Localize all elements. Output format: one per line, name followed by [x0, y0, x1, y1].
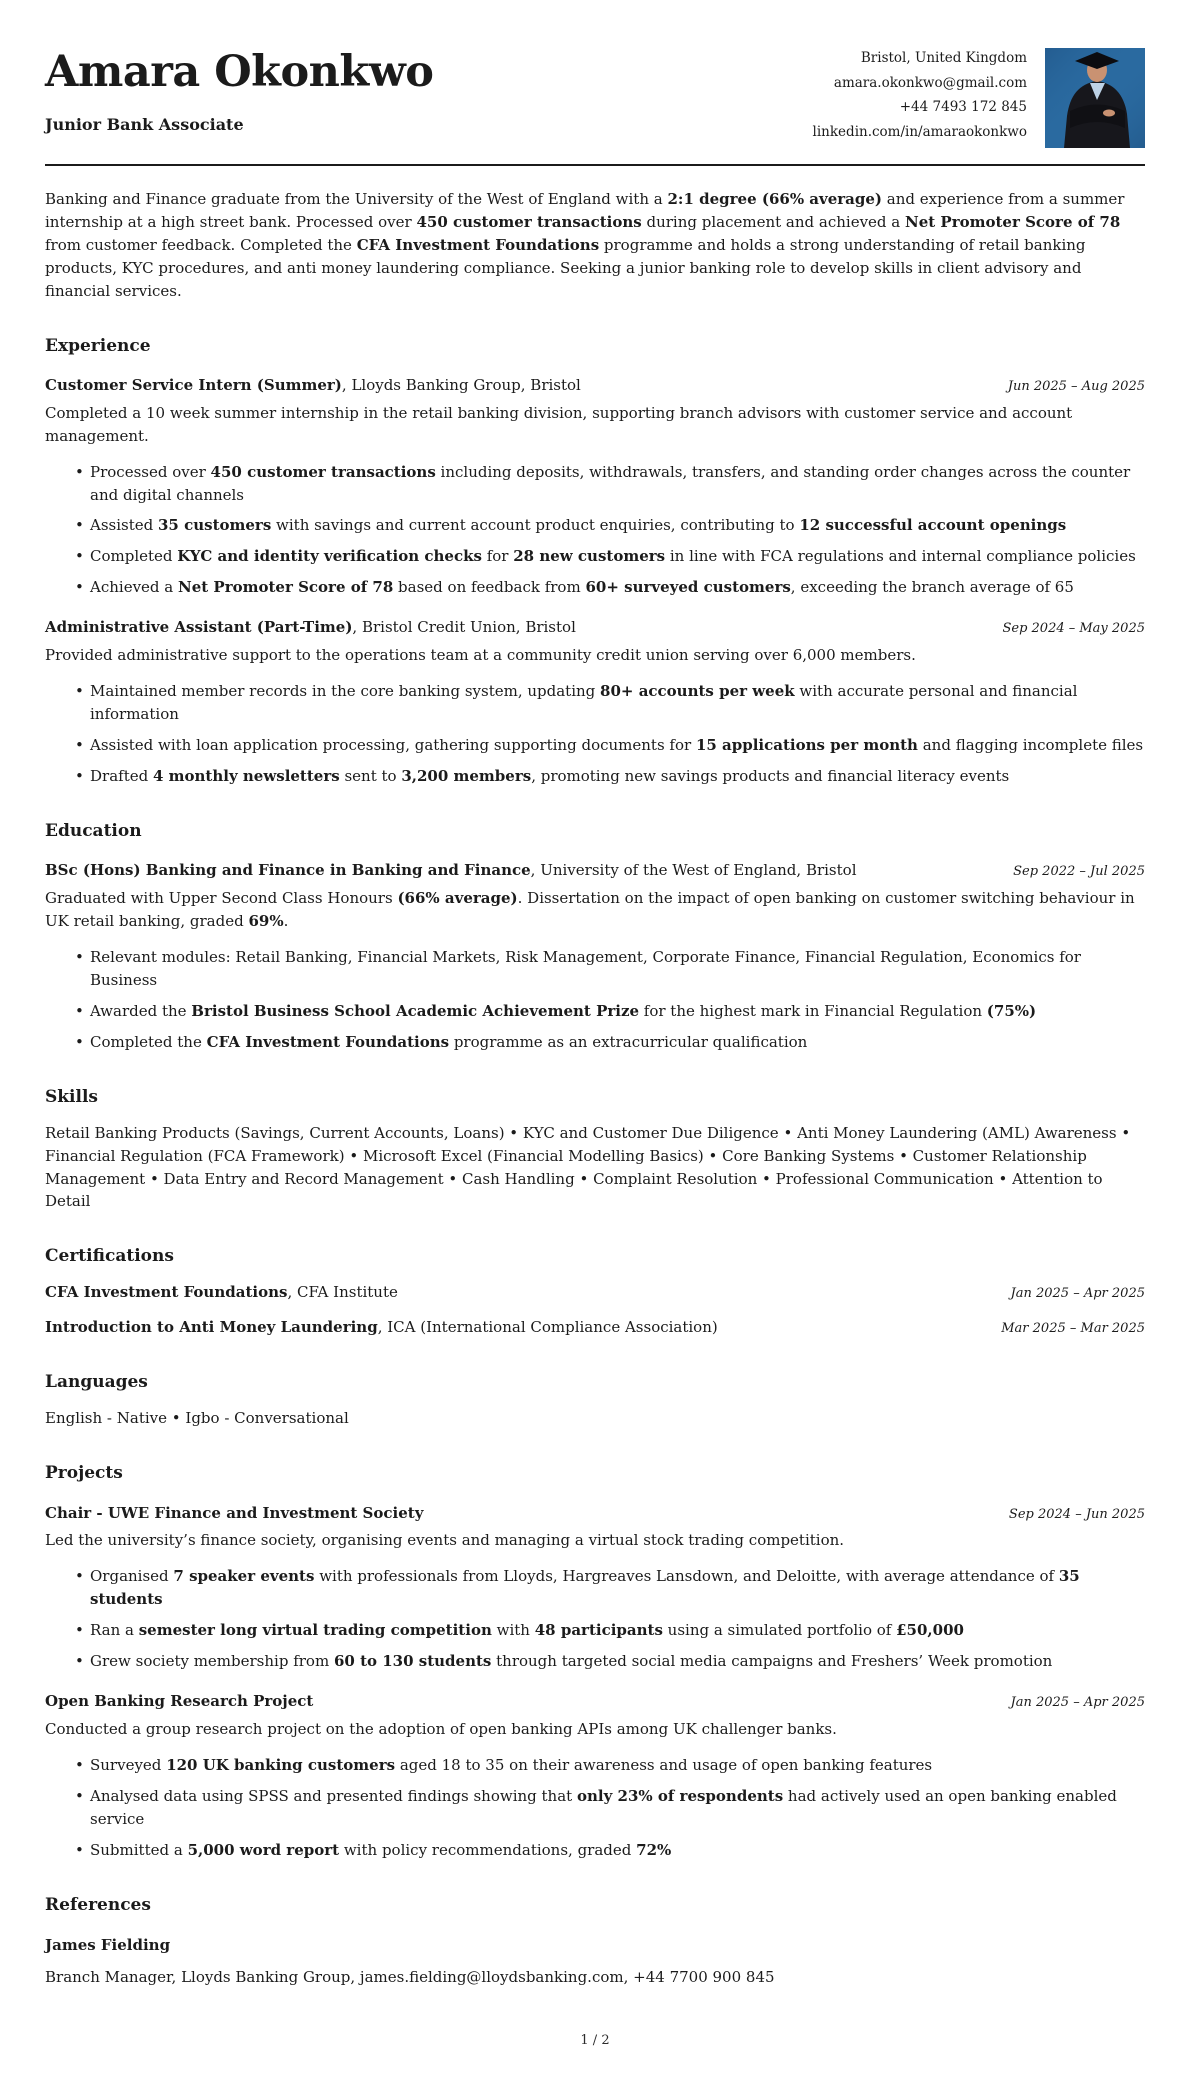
identity-block	[45, 40, 813, 138]
entry-title-line	[45, 859, 989, 882]
certification-entry	[45, 1316, 1145, 1339]
section-heading-projects: Projects	[45, 1463, 123, 1484]
section-references	[45, 1894, 1145, 1989]
entry-title-line	[45, 1690, 987, 1713]
bullet-item: • Ran a semester long virtual trading competition with 48 participants using a simulated portfolio of £50,000	[75, 1619, 1145, 1642]
entry-header	[45, 1690, 1145, 1713]
bullet-item: • Completed the CFA Investment Foundations programme as an extracurricular qualification	[75, 1031, 1145, 1054]
entry-title: Administrative Assistant (Part-Time)	[45, 618, 353, 637]
entry-dates: Jun 2025 – Aug 2025	[1007, 378, 1145, 394]
entry-description: Graduated with Upper Second Class Honours (66% average). Dissertation on the impact of open banking on customer switching behaviour in UK retail banking, graded 69%.	[45, 888, 1135, 930]
bullet-item: • Submitted a 5,000 word report with policy recommendations, graded 72%	[75, 1839, 1145, 1862]
section-experience	[45, 335, 1145, 788]
entry-title-line	[45, 1316, 977, 1339]
entry-title-line	[45, 374, 984, 397]
certification-issuer: , ICA (International Compliance Association)	[377, 1318, 718, 1337]
entry-dates: Jan 2025 – Apr 2025	[1010, 1285, 1145, 1301]
entry-title-line	[45, 1502, 985, 1525]
entry-title-line	[45, 1281, 987, 1304]
section-heading-languages: Languages	[45, 1372, 148, 1393]
graduate-avatar-illustration	[1045, 48, 1145, 148]
entry-dates: Sep 2024 – May 2025	[1002, 621, 1145, 637]
bullet-item: • Organised 7 speaker events with professionals from Lloyds, Hargreaves Lansdown, and Deloitte, with average attendance of 35 students	[75, 1565, 1145, 1611]
skills-list: Retail Banking Products (Savings, Current Accounts, Loans) • KYC and Customer Due Diligence • Anti Money Laundering (AML) Awareness • Financial Regulation (FCA Framework) • Microsoft Excel (Financial Modelling Basics) • Core Banking Systems • Customer Relationship Management • Data Entry and Record Management • Cash Handling • Complaint Resolution • Professional Communication • Attention to Detail	[45, 1123, 1131, 1211]
section-heading-references: References	[45, 1894, 151, 1915]
bullet-item: • Relevant modules: Retail Banking, Financial Markets, Risk Management, Corporate Finance, Financial Regulation, Economics for Business	[75, 946, 1145, 992]
contact-line: +44 7493 172 845	[899, 99, 1027, 116]
bullet-item: • Analysed data using SPSS and presented findings showing that only 23% of respondents had actively used an open banking enabled service	[75, 1785, 1145, 1831]
bullet-item: • Assisted with loan application processing, gathering supporting documents for 15 applications per month and flagging incomplete files	[75, 734, 1145, 757]
reference-details: Branch Manager, Lloyds Banking Group, james.fielding@lloydsbanking.com, +44 7700 900 845	[45, 1967, 775, 1986]
entry-dates: Sep 2024 – Jun 2025	[1008, 1506, 1145, 1522]
section-education	[45, 820, 1145, 1054]
bullet-item: • Maintained member records in the core banking system, updating 80+ accounts per week with accurate personal and financial information	[75, 680, 1145, 726]
entry-description: Conducted a group research project on the adoption of open banking APIs among UK challenger banks.	[45, 1720, 837, 1739]
project-entry	[45, 1690, 1145, 1862]
summary-paragraph: Banking and Finance graduate from the University of the West of England with a 2:1 degree (66% average) and experience from a summer internship at a high street bank. Processed over 450 customer transactions during placement and achieved a Net Promoter Score of 78 from customer feedback. Completed the CFA Investment Foundations programme and holds a strong understanding of retail banking products, KYC procedures, and anti money laundering compliance. Seeking a junior banking role to develop skills in client advisory and financial services.	[45, 190, 1125, 300]
page-number: 1 / 2	[580, 2032, 610, 2048]
section-heading-education: Education	[45, 820, 142, 841]
entry-organisation: , University of the West of England, Bristol	[530, 861, 857, 879]
entry-header	[45, 1281, 1145, 1304]
bullet-item: • Surveyed 120 UK banking customers aged 18 to 35 on their awareness and usage of open banking features	[75, 1754, 1145, 1777]
experience-entry	[45, 616, 1145, 788]
entry-organisation: , Bristol Credit Union, Bristol	[352, 618, 576, 637]
section-languages	[45, 1371, 1145, 1430]
entry-title: Customer Service Intern (Summer)	[45, 375, 342, 394]
bullet-item: • Drafted 4 monthly newsletters sent to 3,200 members, promoting new savings products and financial literacy events	[75, 765, 1145, 788]
entry-dates: Jan 2025 – Apr 2025	[1010, 1695, 1145, 1711]
contact-line: amara.okonkwo@gmail.com	[833, 74, 1027, 91]
bullet-item: • Awarded the Bristol Business School Academic Achievement Prize for the highest mark in Financial Regulation (75%)	[75, 1000, 1145, 1023]
contact-line: linkedin.com/in/amaraokonkwo	[812, 123, 1027, 140]
bullet-item: • Completed KYC and identity verification checks for 28 new customers in line with FCA regulations and internal compliance policies	[75, 545, 1145, 568]
project-title: Open Banking Research Project	[45, 1692, 314, 1711]
resume-header	[45, 40, 1145, 148]
entry-header	[45, 374, 1145, 397]
entry-header	[45, 616, 1145, 639]
entry-description: Led the university’s finance society, organising events and managing a virtual stock trading competition.	[45, 1531, 845, 1550]
candidate-title: Junior Bank Associate	[45, 115, 244, 135]
experience-entry	[45, 374, 1145, 600]
certification-name: Introduction to Anti Money Laundering	[45, 1318, 378, 1337]
entry-dates: Sep 2022 – Jul 2025	[1013, 864, 1145, 879]
entry-header	[45, 1316, 1145, 1339]
entry-bullets	[45, 461, 1145, 600]
entry-description: Provided administrative support to the operations team at a community credit union serving over 6,000 members.	[45, 646, 916, 665]
contact-line: Bristol, United Kingdom	[860, 50, 1027, 66]
project-entry	[45, 1502, 1145, 1674]
section-certifications	[45, 1245, 1145, 1339]
bullet-item: • Processed over 450 customer transactions including deposits, withdrawals, transfers, and standing order changes across the counter and digital channels	[75, 461, 1145, 507]
entry-bullets	[45, 1754, 1145, 1862]
entry-bullets	[45, 1565, 1145, 1673]
contact-block	[813, 40, 1027, 144]
languages-text: English - Native • Igbo - Conversational	[45, 1409, 349, 1428]
bullet-item: • Assisted 35 customers with savings and current account product enquiries, contributing to 12 successful account openings	[75, 514, 1145, 537]
entry-title: BSc (Hons) Banking and Finance in Banking and Finance	[45, 861, 531, 879]
candidate-name: Amara Okonkwo	[45, 47, 434, 97]
header-divider	[45, 164, 1145, 166]
section-heading-certifications: Certifications	[45, 1246, 174, 1267]
project-title: Chair - UWE Finance and Investment Society	[45, 1503, 424, 1522]
entry-header	[45, 1502, 1145, 1525]
entry-organisation: , Lloyds Banking Group, Bristol	[341, 375, 581, 394]
entry-dates: Mar 2025 – Mar 2025	[1001, 1321, 1145, 1337]
entry-bullets	[45, 946, 1145, 1054]
section-skills	[45, 1086, 1145, 1214]
section-projects	[45, 1462, 1145, 1861]
education-entry	[45, 859, 1145, 1054]
entry-title-line	[45, 616, 978, 639]
reference-name: James Fielding	[45, 1935, 171, 1954]
certification-name: CFA Investment Foundations	[45, 1282, 288, 1301]
certification-issuer: , CFA Institute	[287, 1282, 398, 1301]
bullet-item: • Grew society membership from 60 to 130 students through targeted social media campaigns and Freshers’ Week promotion	[75, 1650, 1145, 1673]
entry-header	[45, 859, 1145, 882]
entry-description: Completed a 10 week summer internship in the retail banking division, supporting branch advisors with customer service and account management.	[45, 403, 1073, 445]
certification-entry	[45, 1281, 1145, 1304]
section-heading-experience: Experience	[45, 335, 151, 356]
entry-bullets	[45, 680, 1145, 788]
bullet-item: • Achieved a Net Promoter Score of 78 based on feedback from 60+ surveyed customers, exceeding the branch average of 65	[75, 576, 1145, 599]
section-heading-skills: Skills	[45, 1086, 99, 1107]
profile-photo	[1045, 48, 1145, 148]
